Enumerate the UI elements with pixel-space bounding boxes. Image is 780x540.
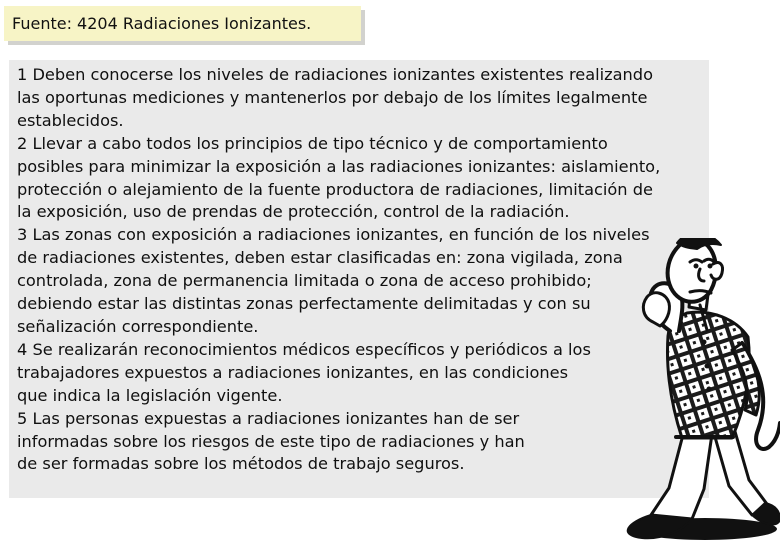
text-line-1: 1 Deben conocerse los niveles de radiaciones ionizantes existentes realizando [17,65,653,84]
text-line-14: trabajadores expuestos a radiaciones ionizantes, en las condiciones [17,362,569,382]
text-line-8: 3 Las zonas con exposición a radiaciones ionizantes, en función de los niveles [17,225,650,245]
text-line-9: de radiaciones existentes, deben estar clasificadas en: zona vigilada, zona [17,248,623,268]
text-line-4: 2 Llevar a cabo todos los principios de tipo técnico y de comportamiento [17,133,608,153]
text-line-15: que indica la legislación vigente. [17,385,283,405]
text-line-7: la exposición, uso de prendas de protección, control de la radiación. [17,202,570,222]
text-line-18: de ser formadas sobre los métodos de trabajo seguros. [17,454,465,474]
source-title: Fuente: 4204 Radiaciones Ionizantes. [12,14,312,33]
worried-worker-cartoon-icon [585,238,780,540]
text-line-2: las oportunas mediciones y mantenerlos por debajo de los límites legalmente [17,87,648,107]
text-line-10: controlada, zona de permanencia limitada o zona de acceso prohibido; [17,271,592,291]
text-line-3: establecidos. [17,110,124,130]
text-line-16: 5 Las personas expuestas a radiaciones ionizantes han de ser [17,408,520,428]
worried-worker-cartoon [628,238,780,540]
text-line-17: informadas sobre los riesgos de este tipo de radiaciones y han [17,431,525,451]
text-line-5: posibles para minimizar la exposición a las radiaciones ionizantes: aislamiento, [17,156,661,176]
text-line-12: señalización correspondiente. [17,316,259,336]
source-banner [4,6,361,41]
text-line-11: debiendo estar las distintas zonas perfectamente delimitadas y con su [17,294,591,314]
text-line-13: 4 Se realizarán reconocimientos médicos específicos y periódicos a los [17,339,591,359]
text-line-6: protección o alejamiento de la fuente productora de radiaciones, limitación de [17,179,653,199]
